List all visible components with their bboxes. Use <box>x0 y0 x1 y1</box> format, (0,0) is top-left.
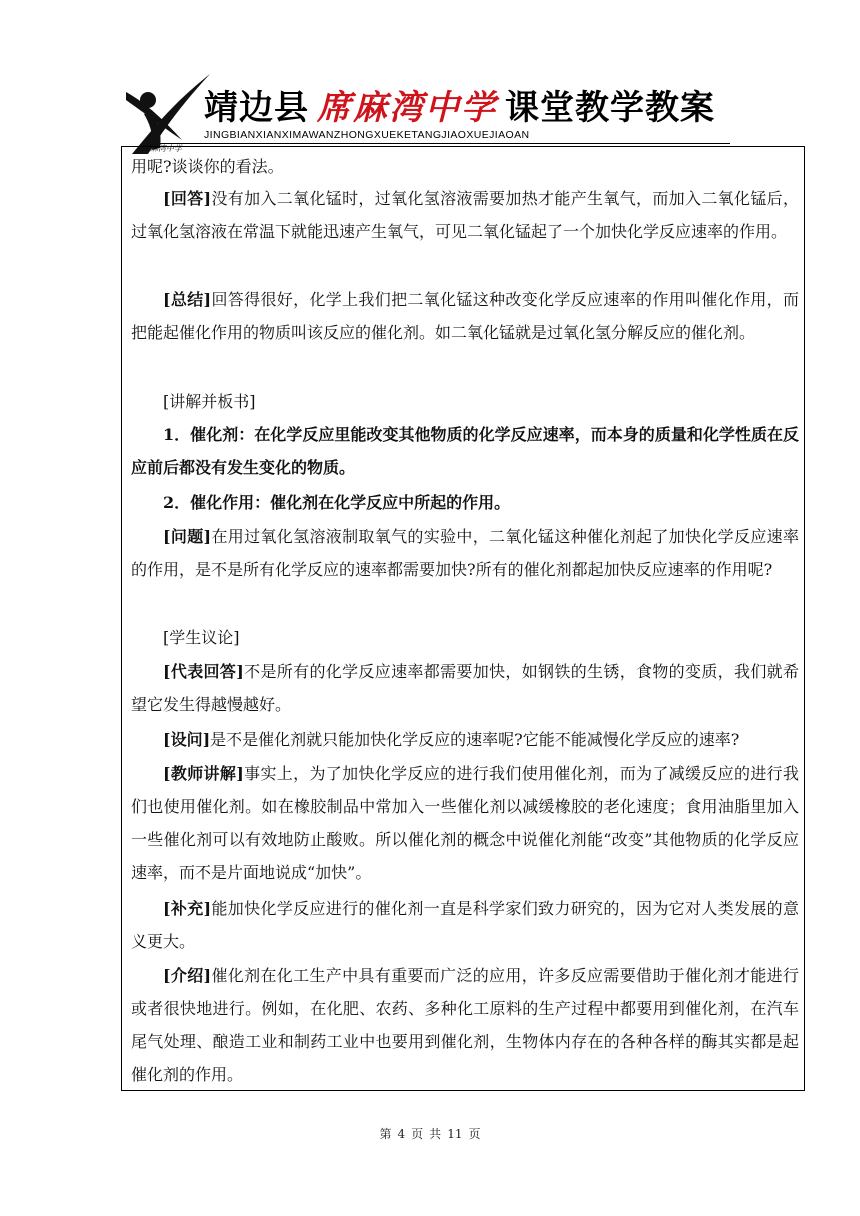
paragraph-text: 没有加入二氧化锰时，过氧化氢溶液需要加热才能产生氧气，而加入二氧化锰后，过氧化氢溶液在常温下就能迅速产生氧气，可见二氧化锰起了一个加快化学反应速率的作用。 <box>131 189 799 241</box>
label-teacher-explanation: [教师讲解] <box>163 764 244 783</box>
title-county: 靖边县 <box>204 87 309 128</box>
paragraph-introduction <box>131 959 799 1091</box>
page-header <box>0 0 860 153</box>
title-school: 席麻湾中学 <box>317 87 497 128</box>
paragraph-1 <box>131 150 799 183</box>
footer-total-word: 共 <box>429 1127 442 1141</box>
paragraph-prompt <box>131 723 799 756</box>
paragraph-text: 催化剂在化工生产中具有重要而广泛的应用，许多反应需要借助于催化剂才能进行或者很快地进行。例如，在化肥、农药、多种化工原料的生产过程中都要用到催化剂，在汽车尾气处理、酿造工业和制药工业中也要用到催化剂，生物体内存在的各种各样的酶其实都是起催化剂的作用。 <box>131 966 799 1084</box>
paragraph-text: 不是所有的化学反应速率都需要加快，如钢铁的生锈，食物的变质，我们就希望它发生得越慢越好。 <box>131 662 799 714</box>
page-footer <box>0 1125 860 1142</box>
paragraph-summary <box>131 283 799 349</box>
paragraph-teacher-explanation <box>131 757 799 889</box>
paragraph-representative-answer <box>131 655 799 721</box>
label-introduction: [介绍] <box>163 966 212 985</box>
page-title <box>204 78 715 130</box>
paragraph-answer <box>131 182 799 248</box>
paragraph-text: [学生议论] <box>163 628 240 647</box>
footer-suffix: 页 <box>468 1127 481 1141</box>
page-total: 11 <box>447 1127 463 1141</box>
logo-caption: 席麻湾中学 <box>142 144 182 153</box>
label-answer: [回答] <box>163 189 212 208</box>
paragraph-text: 用呢?谈谈你的看法。 <box>131 157 284 176</box>
label-question: [问题] <box>163 527 212 546</box>
paragraph-text: [讲解并板书] <box>163 392 256 411</box>
label-representative-answer: [代表回答] <box>163 662 244 681</box>
paragraph-text: 是不是催化剂就只能加快化学反应的速率呢?它能不能减慢化学反应的速率? <box>210 730 740 749</box>
paragraph-text: 能加快化学反应进行的催化剂一直是科学家们致力研究的，因为它对人类发展的意义更大。 <box>131 899 799 951</box>
label-supplement: [补充] <box>163 899 212 918</box>
paragraph-text: 回答得很好，化学上我们把二氧化锰这种改变化学反应速率的作用叫催化作用，而把能起催化作用的物质叫该反应的催化剂。如二氧化锰就是过氧化氢分解反应的催化剂。 <box>131 290 799 342</box>
label-prompt: [设问] <box>163 730 211 749</box>
paragraph-discussion <box>131 621 799 654</box>
paragraph-supplement <box>131 892 799 958</box>
definition-text: 2．催化作用：催化剂在化学反应中所起的作用。 <box>163 493 511 512</box>
header-rule <box>160 143 730 144</box>
footer-page-word: 页 <box>411 1127 424 1141</box>
definition-catalyst <box>131 418 799 484</box>
title-subject: 课堂教学教案 <box>505 87 715 128</box>
definition-catalysis <box>131 486 799 519</box>
paragraph-lecture-heading <box>131 385 799 418</box>
paragraph-text: 事实上，为了加快化学反应的进行我们使用催化剂，而为了减缓反应的进行我们也使用催化剂。如在橡胶制品中常加入一些催化剂以减缓橡胶的老化速度；食用油脂里加入一些催化剂可以有效地防止酸败。所以催化剂的概念中说催化剂能“改变”其他物质的化学反应速率，而不是片面地说成“加快”。 <box>131 764 799 882</box>
definition-text: 1．催化剂：在化学反应里能改变其他物质的化学反应速率，而本身的质量和化学性质在反应前后都没有发生变化的物质。 <box>131 425 799 477</box>
label-summary: [总结] <box>163 290 212 309</box>
paragraph-question <box>131 520 799 586</box>
paragraph-text: 在用过氧化氢溶液制取氧气的实验中，二氧化锰这种催化剂起了加快化学反应速率的作用，是不是所有化学反应的速率都需要加快?所有的催化剂都起加快反应速率的作用呢? <box>131 527 799 579</box>
footer-prefix: 第 <box>379 1127 392 1141</box>
page-number: 4 <box>397 1127 406 1141</box>
title-pinyin: JINGBIANXIANXIMAWANZHONGXUEKETANGJIAOXUEJIAOAN <box>204 129 530 141</box>
